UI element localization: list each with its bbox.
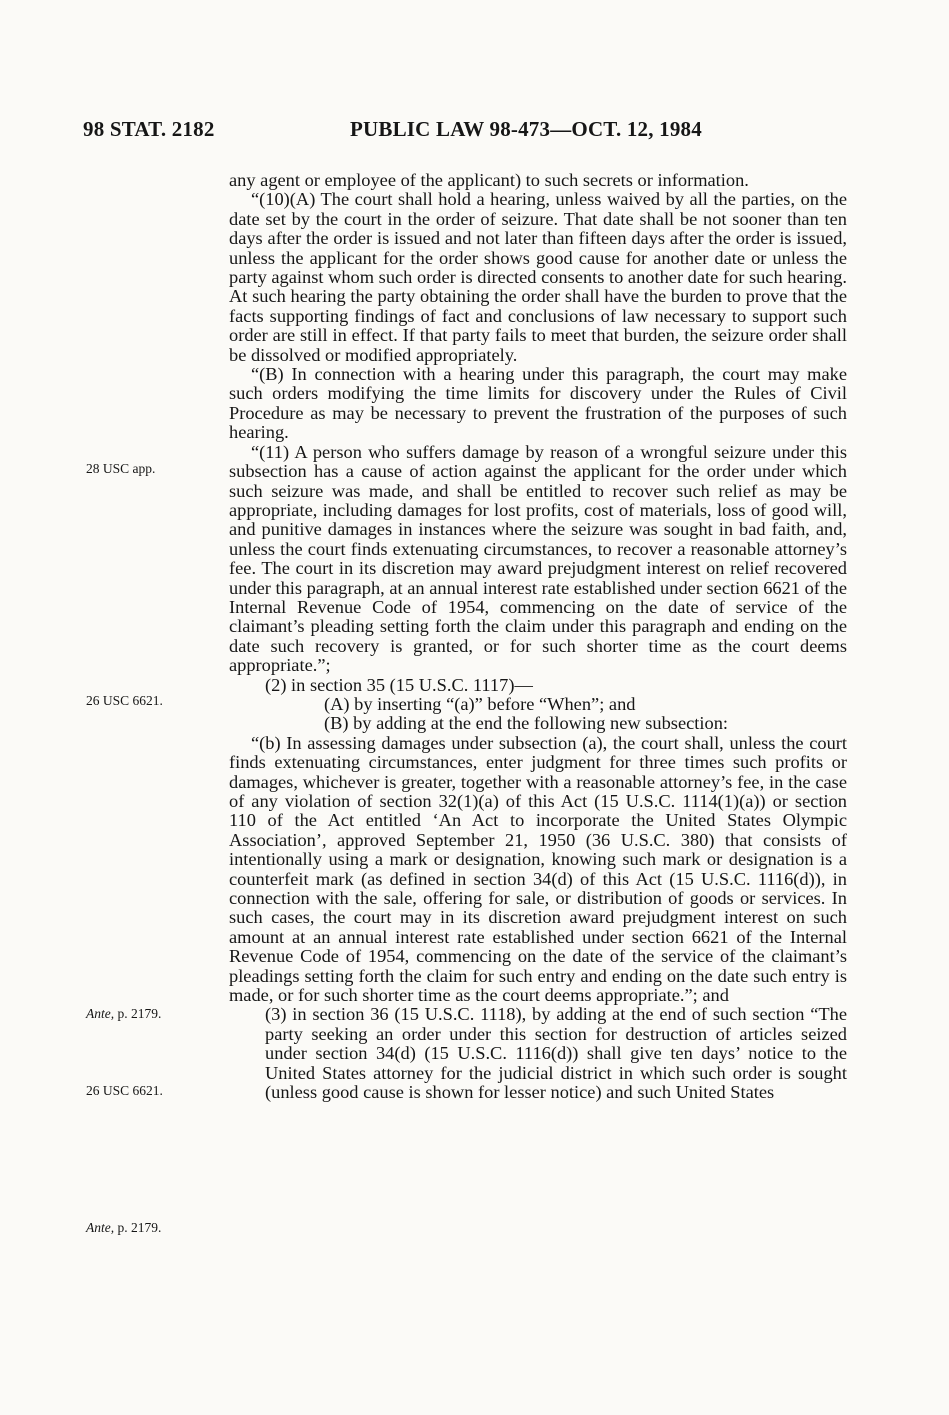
public-law-header: PUBLIC LAW 98-473—OCT. 12, 1984	[350, 117, 702, 141]
margin-note-page-ref: p. 2179.	[114, 1006, 162, 1021]
margin-note-ante-2179-second	[86, 1220, 161, 1236]
paragraph-b-damages: “(b) In assessing damages under subsection (a), the court shall, unless the court finds extenuating circumstances, enter judgment for three times such profits or damages, whichever is greater, together with a reasonable attorney’s fee, in the case of any violation of section 32(1)(a) of this Act (15 U.S.C. 1114(1)(a)) or section 110 of the Act entitled ‘An Act to incorporate the United States Olympic Association’, approved September 21, 1950 (36 U.S.C. 380) that consists of intentionally using a mark or designation, knowing such mark or designation is a counterfeit mark (as defined in section 34(d) of this Act (15 U.S.C. 1116(d)), in connection with the sale, offering for sale, or distribution of goods or services. In such cases, the court may in its discretion award prejudgment interest on such amount at an annual interest rate established under section 6621 of the Internal Revenue Code of 1954, commencing on the date of the service of the claimant’s pleadings setting forth the claim for such entry and ending on the date such entry is made, or for such shorter time as the court deems appropriate.”; and	[229, 732, 847, 1006]
margin-note-ante-2179	[86, 1006, 161, 1022]
margin-note-26-usc-6621: 26 USC 6621.	[86, 693, 163, 708]
paragraph-10b: “(B) In connection with a hearing under this paragraph, the court may make such orders modifying the time limits for discovery under the Rules of Civil Procedure as may be necessary to prevent the frustration of the purposes of such hearing.	[229, 364, 847, 443]
item-2a: (A) by inserting “(a)” before “When”; and	[324, 693, 636, 714]
item-2-section-35: (2) in section 35 (15 U.S.C. 1117)—	[265, 674, 533, 695]
paragraph-10a: “(10)(A) The court shall hold a hearing, unless waived by all the parties, on the date set by the court in the order of seizure. That date shall be not sooner than ten days after the order is issued and not later than fifteen days after the order is issued, unless the applicant for the order shows good cause for another date or unless the party against whom such order is directed consents to another date for such hearing. At such hearing the party obtaining the order shall have the burden to prove that the facts supporting findings of fact and conclusions of law necessary to support such order are still in effect. If that party fails to meet that burden, the seizure order shall be dissolved or modified appropriately.	[229, 189, 847, 365]
paragraph-continuation: any agent or employee of the applicant) to such secrets or information.	[229, 170, 749, 190]
margin-note-page-ref: p. 2179.	[114, 1220, 162, 1235]
margin-note-26-usc-6621-second: 26 USC 6621.	[86, 1083, 163, 1098]
item-2b: (B) by adding at the end the following new subsection:	[324, 713, 729, 734]
paragraph-11: “(11) A person who suffers damage by reason of a wrongful seizure under this subsection has a cause of action against the applicant for the order under which such seizure was made, and shall be entitled to recover such relief as may be appropriate, including damages for lost profits, cost of materials, loss of good will, and punitive damages in instances where the seizure was sought in bad faith, and, unless the court finds extenuating circumstances, to recover a reasonable attorney’s fee. The court in its discretion may award prejudgment interest on relief recovered under this paragraph, at an annual interest rate established under section 6621 of the Internal Revenue Code of 1954, commencing on the date of service of the claimant’s pleading setting forth the claim under this paragraph and ending on the date such recovery is granted, or for such shorter time as the court deems appropriate.”;	[229, 441, 847, 676]
margin-note-28-usc-app: 28 USC app.	[86, 461, 156, 476]
page-number-header: 98 STAT. 2182	[83, 117, 215, 141]
item-3-section-36: (3) in section 36 (15 U.S.C. 1118), by adding at the end of such section “The party seeking an order under this section for destruction of articles seized under section 34(d) (15 U.S.C. 1116(d)) shall give ten days’ notice to the United States attorney for the judicial district in which such order is sought (unless good cause is shown for lesser notice) and such United States	[265, 1004, 847, 1103]
margin-note-ante-label: Ante,	[86, 1220, 115, 1235]
margin-note-ante-label: Ante,	[86, 1006, 115, 1021]
statute-body	[229, 171, 847, 1103]
